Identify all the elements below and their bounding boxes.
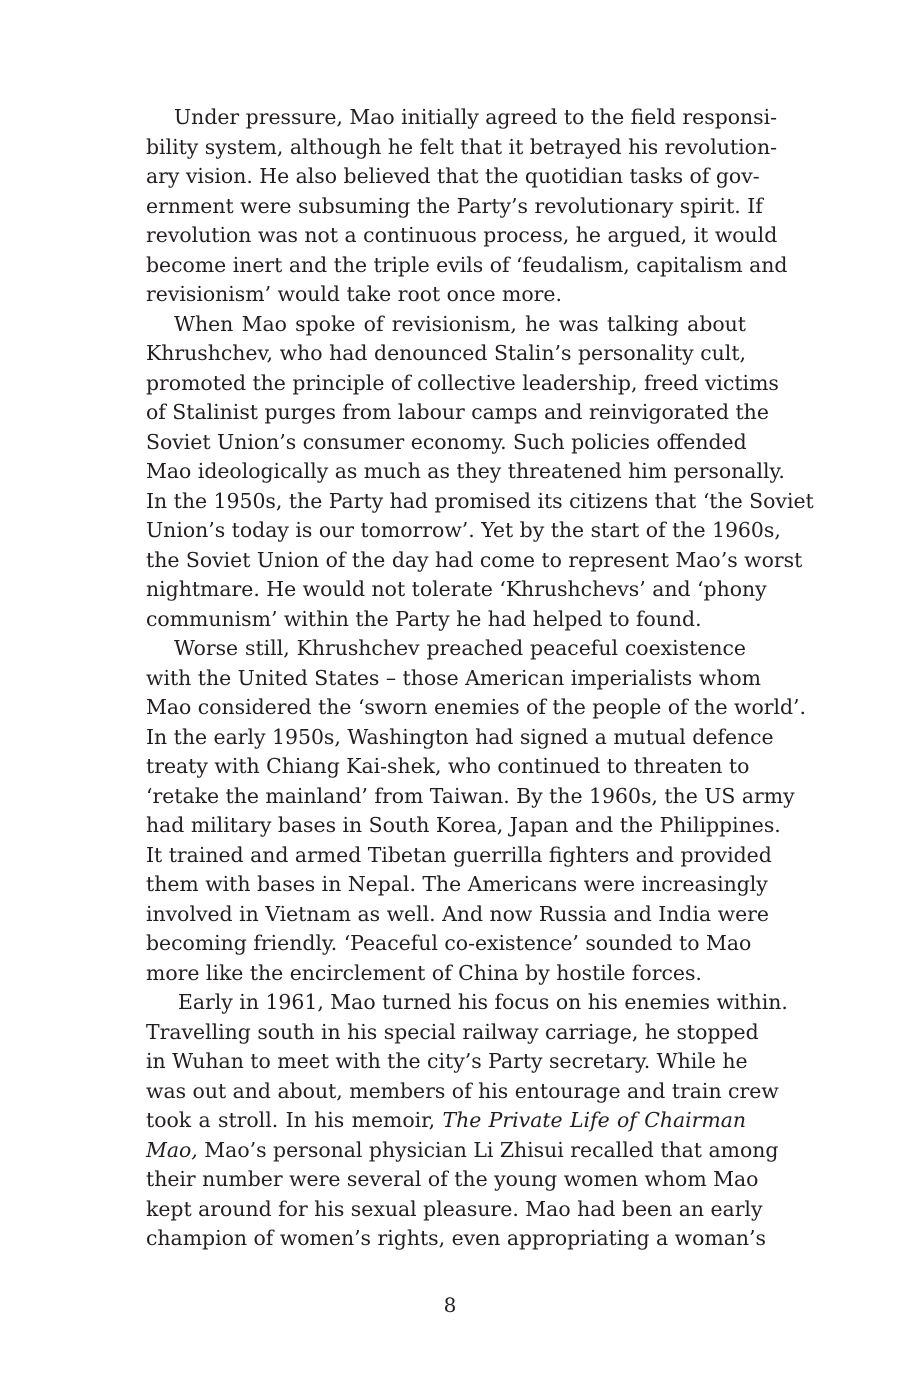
book-title: The Private Life of Chairman [442, 1108, 747, 1132]
text-line [146, 1106, 746, 1136]
text-line: more like the encirclement of China by hostile forces. [146, 960, 702, 985]
text-line: In the early 1950s, Washington had signed a mutual defence [146, 724, 774, 749]
text-line: of Stalinist purges from labour camps and reinvigorated the [146, 400, 769, 424]
text-line: was out and about, members of his entourage and train crew [146, 1078, 779, 1103]
text-line: Worse still, Khrushchev preached peaceful coexistence [174, 636, 746, 660]
text-line: bility system, although he felt that it betrayed his revolution- [146, 134, 777, 159]
page-number: 8 [443, 1293, 457, 1317]
text-line: become inert and the triple evils of ‘feudalism, capitalism and [146, 252, 788, 277]
text-line: had military bases in South Korea, Japan and the Philippines. [146, 813, 781, 837]
text-line: becoming friendly. ‘Peaceful co-existence’ sounded to Mao [146, 931, 752, 955]
text-line: the Soviet Union of the day had come to represent Mao’s worst [146, 547, 803, 572]
text-line: communism’ within the Party he had helped to found. [146, 606, 702, 631]
text-line: revolution was not a continuous process, he argued, it would [146, 223, 778, 247]
text-line: their number were several of the young women whom Mao [146, 1167, 759, 1191]
text-line: kept around for his sexual pleasure. Mao had been an early [146, 1196, 763, 1221]
text-line: treaty with Chiang Kai-shek, who continued to threaten to [146, 754, 750, 778]
text-line: revisionism’ would take root once more. [146, 282, 562, 306]
text-line: ary vision. He also believed that the quotidian tasks of gov- [146, 164, 760, 188]
text-line: Khrushchev, who had denounced Stalin’s personality cult, [146, 341, 746, 365]
text-line: Soviet Union’s consumer economy. Such policies offended [146, 429, 747, 454]
text-line: nightmare. He would not tolerate ‘Khrushchevs’ and ‘phony [146, 577, 767, 601]
text-line: them with bases in Nepal. The Americans were increasingly [146, 872, 768, 896]
text-line: ‘retake the mainland’ from Taiwan. By the 1960s, the US army [146, 783, 795, 808]
text-line: In the 1950s, the Party had promised its citizens that ‘the Soviet [146, 488, 814, 513]
text-line: ernment were subsuming the Party’s revolutionary spirit. If [146, 193, 763, 218]
text-line: Early in 1961, Mao turned his focus on his enemies within. [178, 990, 788, 1014]
text-line: Mao ideologically as much as they threatened him personally. [146, 459, 785, 483]
text-line: Travelling south in his special railway carriage, he stopped [146, 1019, 759, 1044]
text-line: It trained and armed Tibetan guerrilla fighters and provided [146, 842, 772, 867]
text-line: promoted the principle of collective leadership, freed victims [146, 370, 779, 395]
text-segment: took a stroll. In his memoir, [146, 1108, 436, 1132]
text-line: in Wuhan to meet with the city’s Party secretary. While he [146, 1049, 748, 1073]
text-line: When Mao spoke of revisionism, he was talking about [174, 311, 746, 336]
text-line [146, 1136, 779, 1166]
book-title-end: Mao, [146, 1137, 198, 1162]
text-line: with the United States – those American imperialists whom [146, 665, 761, 690]
text-line: Under pressure, Mao initially agreed to the field responsi- [174, 105, 778, 129]
text-line: involved in Vietnam as well. And now Russia and India were [146, 901, 769, 926]
text-line: Mao considered the ‘sworn enemies of the people of the world’. [146, 695, 807, 719]
text-line: champion of women’s rights, even appropriating a woman’s [146, 1226, 766, 1250]
text-line: Union’s today is our tomorrow’. Yet by the start of the 1960s, [146, 518, 781, 542]
text-segment: Mao’s personal physician Li Zhisui recalled that among [197, 1137, 779, 1162]
body-text [146, 103, 814, 1254]
